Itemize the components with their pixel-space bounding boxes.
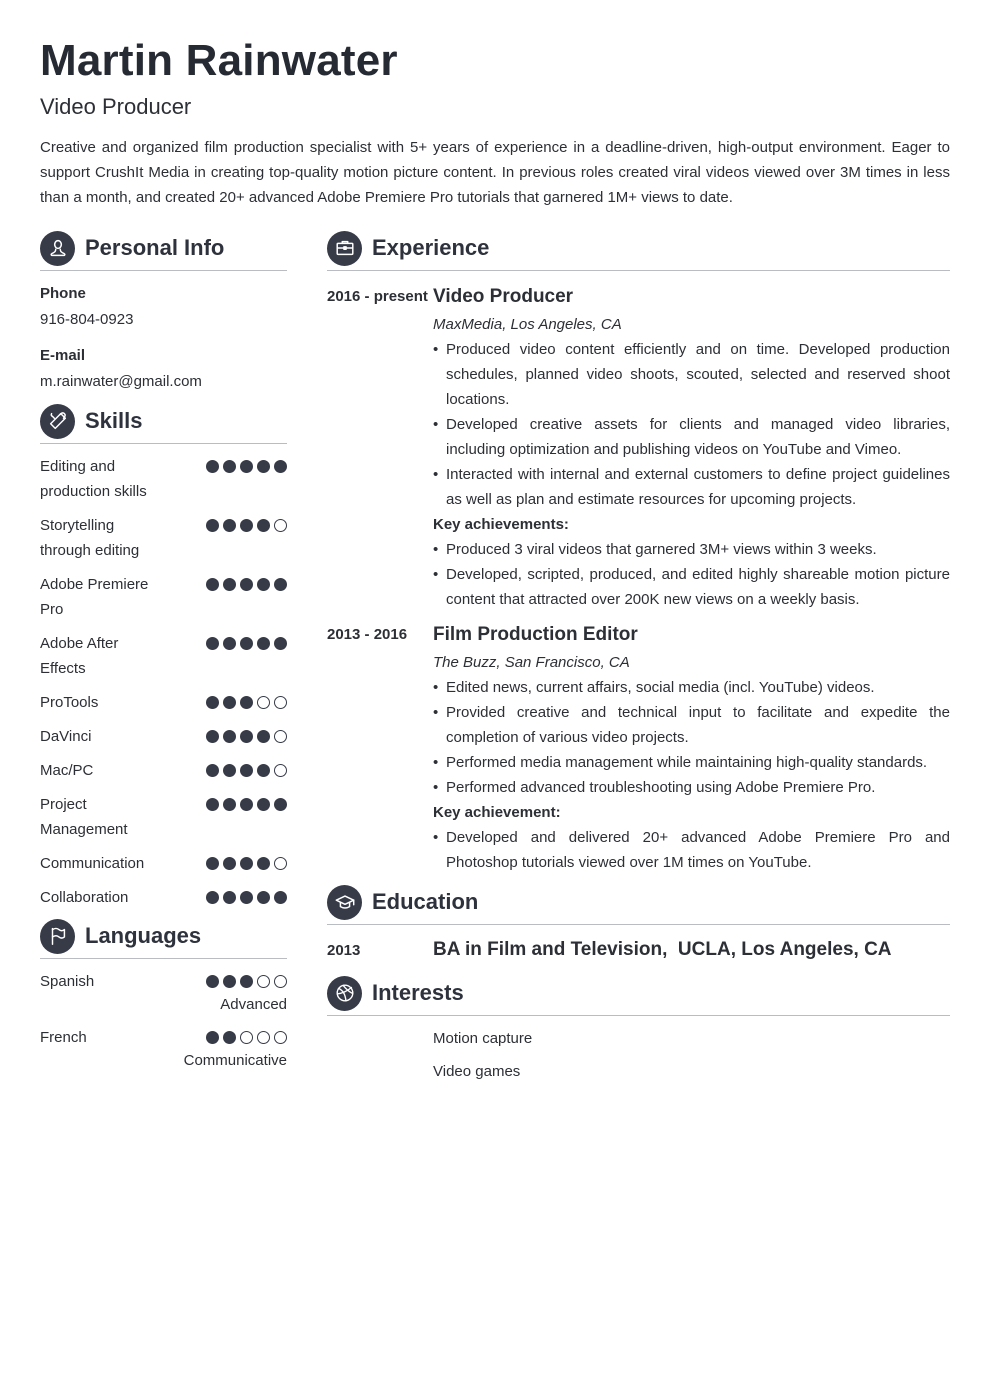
section-divider xyxy=(327,1015,950,1016)
achievement-bullets xyxy=(433,537,950,612)
languages-header xyxy=(40,918,287,954)
rating-dot-empty xyxy=(274,975,287,988)
personal-info-section xyxy=(40,230,287,393)
rating-dot-filled xyxy=(240,460,253,473)
job-body xyxy=(433,284,950,612)
rating-dots xyxy=(206,513,287,532)
rating-dot-filled xyxy=(240,764,253,777)
rating-dot-empty xyxy=(274,696,287,709)
rating-dot-filled xyxy=(206,578,219,591)
rating-dot-filled xyxy=(240,637,253,650)
rating-dot-filled xyxy=(223,764,236,777)
job-bullet: • Interacted with internal and external customers to define project guidelines as well as plan and estimate resources for upcoming projects. xyxy=(433,462,950,512)
rating-dot-filled xyxy=(240,578,253,591)
skill-name: DaVinci xyxy=(40,728,92,745)
skill-row xyxy=(40,631,287,681)
section-divider xyxy=(40,958,287,959)
skill-row xyxy=(40,758,287,783)
section-divider xyxy=(327,270,950,271)
job-bullet: • Performed advanced troubleshooting using Adobe Premiere Pro. xyxy=(433,775,950,800)
rating-dot-empty xyxy=(274,519,287,532)
achievements-label: Key achievement: xyxy=(433,804,561,821)
interests-title: Interests xyxy=(372,980,464,1005)
rating-dot-filled xyxy=(257,798,270,811)
job-bullet: • Edited news, current affairs, social media (incl. YouTube) videos. xyxy=(433,675,950,700)
achievement-bullets xyxy=(433,825,950,875)
rating-dot-filled xyxy=(257,857,270,870)
job-entry xyxy=(327,622,950,875)
rating-dot-filled xyxy=(274,891,287,904)
email-value: m.rainwater@gmail.com xyxy=(40,373,202,390)
job-bullets xyxy=(433,337,950,512)
rating-dot-filled xyxy=(257,891,270,904)
rating-dot-filled xyxy=(240,696,253,709)
skill-row xyxy=(40,454,287,504)
job-date: 2016 - present xyxy=(327,288,428,305)
job-position: Video Producer xyxy=(433,286,574,307)
language-row xyxy=(40,970,287,1016)
skills-title: Skills xyxy=(85,408,143,433)
rating-dot-filled xyxy=(257,730,270,743)
skill-name: Project Management xyxy=(40,796,128,838)
rating-dot-empty xyxy=(240,1031,253,1044)
skill-row xyxy=(40,724,287,749)
basketball-icon xyxy=(327,976,362,1011)
rating-dot-filled xyxy=(223,696,236,709)
education-header xyxy=(327,884,950,920)
rating-dot-filled xyxy=(257,637,270,650)
rating-dot-filled xyxy=(257,519,270,532)
rating-dot-filled xyxy=(206,1031,219,1044)
rating-dots xyxy=(206,724,287,743)
rating-dot-filled xyxy=(240,975,253,988)
rating-dot-filled xyxy=(223,891,236,904)
education-degree: BA in Film and Television, UCLA, Los Angeles, CA xyxy=(433,939,892,960)
rating-dot-empty xyxy=(274,1031,287,1044)
rating-dot-filled xyxy=(206,519,219,532)
interest-item: Video games xyxy=(433,1063,521,1080)
rating-dot-filled xyxy=(274,460,287,473)
rating-dot-filled xyxy=(274,798,287,811)
interests-header xyxy=(327,975,950,1011)
skills-section xyxy=(40,403,287,910)
experience-title: Experience xyxy=(372,235,490,260)
rating-dot-filled xyxy=(223,519,236,532)
job-body xyxy=(433,622,950,875)
achievements-label: Key achievements: xyxy=(433,516,569,533)
left-column xyxy=(40,230,287,1072)
rating-dot-empty xyxy=(257,696,270,709)
rating-dots xyxy=(206,454,287,473)
rating-dot-filled xyxy=(206,857,219,870)
skills-header xyxy=(40,403,287,439)
rating-dot-filled xyxy=(274,637,287,650)
job-bullet: • Produced video content efficiently and on time. Developed production schedules, planned video shoots, scouted, selected and reserved shoot locations. xyxy=(433,337,950,412)
skill-row xyxy=(40,513,287,563)
rating-dot-filled xyxy=(223,578,236,591)
job-bullet: • Provided creative and technical input to facilitate and expedite the completion of various video projects. xyxy=(433,700,950,750)
rating-dot-filled xyxy=(206,696,219,709)
language-row xyxy=(40,1026,287,1072)
rating-dot-filled xyxy=(223,798,236,811)
rating-dot-filled xyxy=(240,730,253,743)
section-divider xyxy=(40,443,287,444)
interests-list xyxy=(327,1026,950,1084)
language-name: Spanish xyxy=(40,973,95,990)
briefcase-icon xyxy=(327,231,362,266)
education-year: 2013 xyxy=(327,942,361,959)
language-level: Advanced xyxy=(220,996,287,1013)
rating-dots xyxy=(206,885,287,904)
rating-dots xyxy=(206,758,287,777)
rating-dot-filled xyxy=(206,460,219,473)
skill-row xyxy=(40,690,287,715)
rating-dot-filled xyxy=(223,975,236,988)
rating-dot-filled xyxy=(206,798,219,811)
interests-section xyxy=(327,975,950,1084)
rating-dot-filled xyxy=(257,764,270,777)
skill-name: Adobe After Effects xyxy=(40,635,119,677)
rating-dot-empty xyxy=(274,857,287,870)
rating-dot-filled xyxy=(240,891,253,904)
rating-dot-filled xyxy=(206,637,219,650)
rating-dots xyxy=(206,851,287,870)
personal-info-title: Personal Info xyxy=(85,235,225,260)
rating-dots xyxy=(206,690,287,709)
rating-dot-filled xyxy=(206,764,219,777)
skill-row xyxy=(40,572,287,622)
rating-dot-filled xyxy=(206,975,219,988)
graduation-cap-icon xyxy=(327,885,362,920)
skill-row xyxy=(40,851,287,876)
job-bullet: • Performed media management while maintaining high-quality standards. xyxy=(433,750,950,775)
language-level: Communicative xyxy=(183,1052,287,1069)
languages-section xyxy=(40,918,287,1072)
job-bullets xyxy=(433,675,950,800)
rating-dot-filled xyxy=(223,857,236,870)
rating-dot-filled xyxy=(206,891,219,904)
rating-dot-filled xyxy=(257,578,270,591)
rating-dot-empty xyxy=(257,975,270,988)
language-top xyxy=(40,970,287,993)
achievement-bullet: • Developed and delivered 20+ advanced Adobe Premiere Pro and Photoshop tutorials viewed over 1M times on YouTube. xyxy=(433,825,950,875)
rating-dot-empty xyxy=(257,1031,270,1044)
summary: Creative and organized film production specialist with 5+ years of experience in a deadline-driven, high-output environment. Eager to support CrushIt Media in creating top-quality motion picture content. In previous roles created viral videos viewed over 3M times in less than a month, and created 20+ advanced Adobe Premiere Pro tutorials that garnered 1M+ views to date. xyxy=(40,139,950,206)
rating-dot-filled xyxy=(257,460,270,473)
rating-dot-filled xyxy=(223,637,236,650)
rating-dot-filled xyxy=(223,730,236,743)
section-divider xyxy=(40,270,287,271)
job-position: Film Production Editor xyxy=(433,624,638,645)
languages-list xyxy=(40,970,287,1072)
job-company: The Buzz, San Francisco, CA xyxy=(433,654,630,671)
rating-dot-empty xyxy=(274,764,287,777)
skill-name: Editing and production skills xyxy=(40,458,147,500)
tools-icon xyxy=(40,404,75,439)
rating-dots xyxy=(206,631,287,650)
interest-item: Motion capture xyxy=(433,1030,533,1047)
job-bullet: • Developed creative assets for clients and managed video libraries, including optimization and publishing videos on YouTube and Vimeo. xyxy=(433,412,950,462)
personal-info-header xyxy=(40,230,287,266)
section-divider xyxy=(327,924,950,925)
education-entry xyxy=(327,939,950,961)
languages-title: Languages xyxy=(85,923,202,948)
skill-name: Adobe Premiere Pro xyxy=(40,576,149,618)
rating-dots xyxy=(206,970,287,993)
flag-icon xyxy=(40,919,75,954)
email-label: E-mail xyxy=(40,347,86,364)
skill-name: ProTools xyxy=(40,694,99,711)
skill-name: Storytelling through editing xyxy=(40,517,140,559)
skill-name: Collaboration xyxy=(40,889,129,906)
achievement-bullet: • Developed, scripted, produced, and edited highly shareable motion picture content that attracted over 200K new views on a weekly basis. xyxy=(433,562,950,612)
job-entry xyxy=(327,284,950,612)
right-column xyxy=(327,230,950,1084)
skills-list xyxy=(40,454,287,910)
achievement-bullet: • Produced 3 viral videos that garnered 3M+ views within 3 weeks. xyxy=(433,537,950,562)
job-company: MaxMedia, Los Angeles, CA xyxy=(433,316,622,333)
job-title: Video Producer xyxy=(40,94,192,119)
language-name: French xyxy=(40,1029,87,1046)
rating-dots xyxy=(206,792,287,811)
skill-row xyxy=(40,885,287,910)
rating-dots xyxy=(206,572,287,591)
rating-dot-filled xyxy=(274,578,287,591)
skill-row xyxy=(40,792,287,842)
experience-section xyxy=(327,230,950,875)
language-top xyxy=(40,1026,287,1049)
skill-name: Communication xyxy=(40,855,145,872)
rating-dot-filled xyxy=(240,857,253,870)
rating-dot-filled xyxy=(223,460,236,473)
job-date: 2013 - 2016 xyxy=(327,626,408,643)
phone-value: 916-804-0923 xyxy=(40,311,134,328)
rating-dots xyxy=(206,1026,287,1049)
rating-dot-filled xyxy=(240,519,253,532)
name-heading: Martin Rainwater xyxy=(40,36,398,85)
person-icon xyxy=(40,231,75,266)
skill-name: Mac/PC xyxy=(40,762,94,779)
rating-dot-filled xyxy=(206,730,219,743)
experience-header xyxy=(327,230,950,266)
phone-label: Phone xyxy=(40,285,86,302)
rating-dot-filled xyxy=(223,1031,236,1044)
education-title: Education xyxy=(372,889,479,914)
rating-dot-filled xyxy=(240,798,253,811)
education-section xyxy=(327,884,950,961)
rating-dot-empty xyxy=(274,730,287,743)
